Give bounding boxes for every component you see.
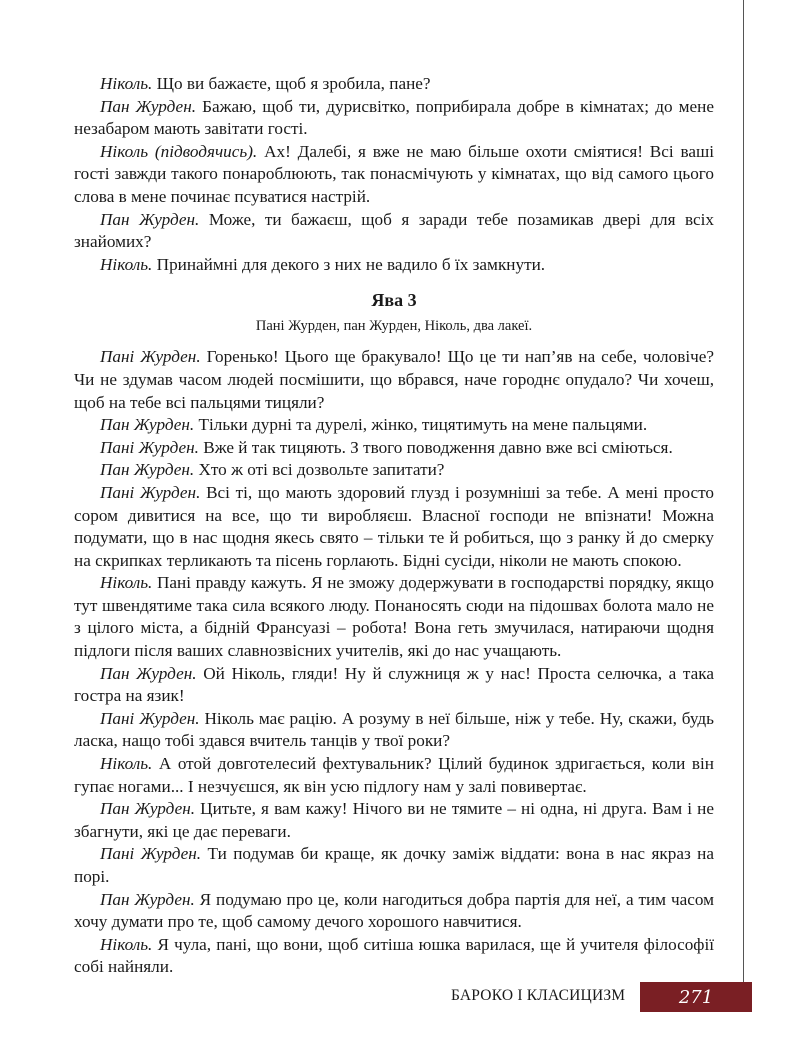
speaker-name: Пан Журден. [100,209,200,229]
section-footer-label: БАРОКО І КЛАСИЦИЗМ [451,987,626,1004]
dialogue-text: Я подумаю про це, коли нагодиться добра партія для неї, а тим часом хочу думати про те, щоб самому дечого хорошого навчитися. [74,889,714,932]
speaker-name: Пані Журден. [100,482,201,502]
dialogue-text: Ніколь має рацію. А розуму в неї більше, ніж у тебе. Ну, скажи, будь ласка, нащо тобі здався вчитель танців у твої роки? [74,708,714,751]
dialogue-paragraph [74,254,714,277]
speaker-name: Пан Журден. [100,799,196,819]
speaker-name: Ніколь. [100,754,153,774]
dialogue-text: Пані правду кажуть. Я не зможу додержувати в господарстві порядку, якщо тут швендятиме така сила всякого люду. Понаносять сюди на підошвах болота мало не з цілого міста, а бідній Франсуазі – робота! Вона геть змучилася, натираючи щодня підлоги після ваших славнозвісних учителів, які до нас учащають. [74,573,714,661]
dialogue-paragraph [74,708,714,753]
dialogue-block-before [74,73,714,276]
dialogue-paragraph [74,346,714,414]
page-body [74,73,714,979]
dialogue-text: Всі ті, що мають здоровий глузд і розумніші за тебе. А мені просто сором дивитися на все, що ти виробляєш. Власної господи не впізнати! Можна подумати, що в нас щодня якесь свято – тільки те й робиться, що з ранку й до смерку на скрипках терликають та пісень горлають. Бідні сусіди, ніколи не мають спокою. [74,482,715,570]
dialogue-paragraph [74,459,714,482]
speaker-name: Ніколь. [100,573,153,593]
speaker-name: Ніколь (підводячись). [100,141,258,161]
dialogue-text: Тільки дурні та дурелі, жінко, тицятимуть на мене пальцями. [194,415,648,435]
dialogue-paragraph [74,753,714,798]
dialogue-paragraph [74,663,714,708]
dialogue-paragraph [74,73,714,96]
dialogue-text: Ах! Далебі, я вже не маю більше охоти сміятися! Всі ваші гості завжди такого понароблюють, так понасмічують у кімнатах, що від самого цього слова в мене починає псуватися настрій. [74,141,715,206]
speaker-name: Пан Журден. [100,460,195,480]
dialogue-paragraph [74,414,714,437]
dialogue-text: Я чула, пані, що вони, щоб ситіша юшка варилася, ще й учителя філософії собі найняли. [74,934,714,977]
scene-title: Ява 3 [371,290,417,311]
dialogue-text: А отой довготелесий фехтувальник? Цілий будинок здригається, коли він гупає ногами... І незчуєшся, як він усю підлогу нам у залі повивертає. [74,754,714,796]
speaker-name: Ніколь. [100,934,153,954]
speaker-name: Пан Журден. [100,96,197,116]
dialogue-paragraph [74,96,714,141]
dialogue-paragraph [74,889,714,934]
dialogue-text: Хто ж оті всі дозвольте запитати? [194,460,445,480]
speaker-name: Пан Журден. [100,415,195,435]
dialogue-paragraph [74,798,714,843]
dialogue-text: Вже й так тицяють. З твого поводження давно вже всі сміються. [198,437,673,457]
page-number: 271 [678,986,714,1008]
dialogue-text: Бажаю, щоб ти, дурисвітко, поприбирала добре в кімнатах; до мене незабаром мають завітати гості. [74,96,714,139]
dialogue-paragraph [74,141,714,209]
speaker-name: Пан Журден. [100,663,197,683]
speaker-name: Пані Журден. [100,708,200,728]
dialogue-block-after [74,346,714,979]
dialogue-text: Горенько! Цього ще бракувало! Що це ти нап’яв на себе, чоловіче? Чи не здумав часом людей посмішити, що вбрався, наче городнє опудало? Чи хочеш, щоб на тебе всі пальцями тицяли? [74,347,714,412]
dialogue-text: Цитьте, я вам кажу! Нічого ви не тямите – ні одна, ні друга. Вам і не збагнути, які це дає переваги. [74,799,714,841]
dialogue-paragraph [74,437,714,460]
speaker-name: Ніколь. [100,74,153,93]
dialogue-text: Що ви бажаєте, щоб я зробила, пане? [152,74,431,93]
speaker-name: Пані Журден. [100,844,202,864]
dialogue-text: Може, ти бажаєш, щоб я заради тебе позамикав двері для всіх знайомих? [74,209,714,252]
speaker-name: Пані Журден. [100,437,199,457]
dialogue-paragraph [74,572,714,662]
dialogue-text: Принаймні для декого з них не вадило б їх замкнути. [152,254,546,274]
speaker-name: Пан Журден. [100,889,195,909]
page-number-badge [640,982,752,1012]
page-edge-rule [743,0,744,982]
dialogue-paragraph [74,209,714,254]
dialogue-paragraph [74,934,714,979]
dialogue-text: Ой Ніколь, гляди! Ну й служниця ж у нас! Проста селючка, а така гостра на язик! [74,663,715,706]
scene-characters: Пані Журден, пан Журден, Ніколь, два лакеї. [255,318,533,335]
dialogue-paragraph [74,482,714,572]
dialogue-paragraph [74,843,714,888]
speaker-name: Пані Журден. [100,347,201,367]
speaker-name: Ніколь. [100,254,153,274]
dialogue-text: Ти подумав би краще, як дочку заміж віддати: вона в нас якраз на порі. [74,844,714,886]
